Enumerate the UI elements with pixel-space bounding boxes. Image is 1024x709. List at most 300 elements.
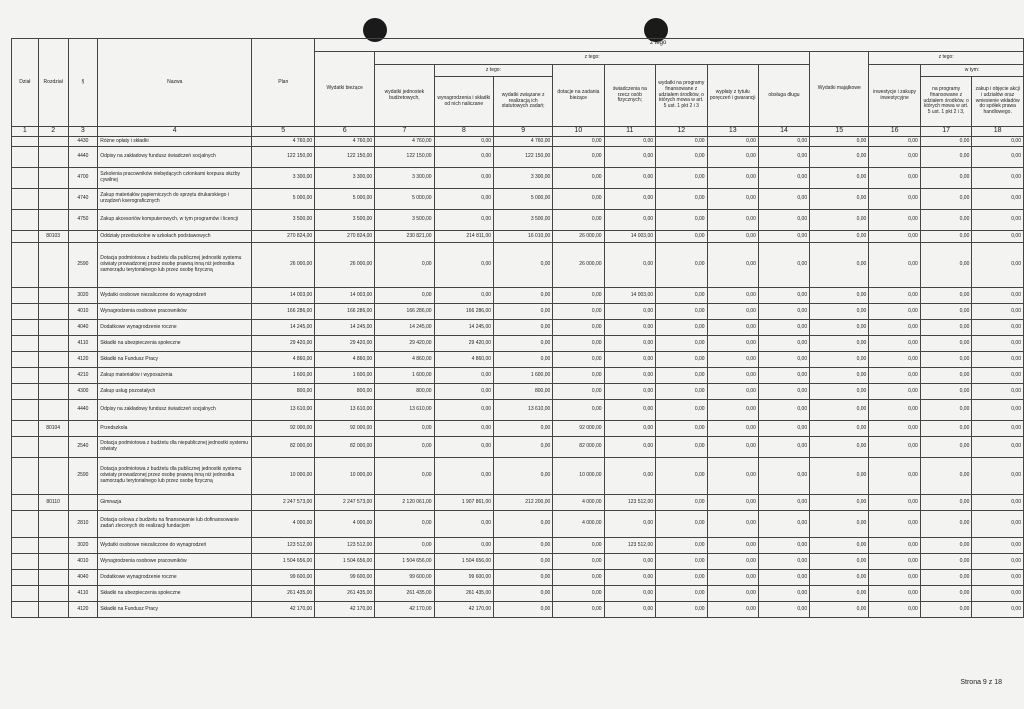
- row-name-cell: Dotacja podmiotowa z budżetu dla niepublicznej jednostki systemu oświaty: [98, 437, 252, 458]
- row-value-cell: 0,00: [810, 243, 869, 288]
- row-value-cell: 261 435,00: [315, 586, 375, 602]
- row-value-cell: 0,00: [656, 288, 708, 304]
- column-number: 1: [12, 127, 39, 137]
- row-value-cell: 0,00: [758, 168, 809, 189]
- row-value-cell: 0,00: [758, 147, 809, 168]
- row-value-cell: 0,00: [869, 586, 921, 602]
- row-value-cell: 5 000,00: [315, 189, 375, 210]
- row-value-cell: 0,00: [758, 538, 809, 554]
- row-value-cell: 0,00: [758, 437, 809, 458]
- row-value-cell: 0,00: [434, 168, 493, 189]
- row-value-cell: 0,00: [758, 458, 809, 495]
- row-value-cell: 0,00: [707, 437, 758, 458]
- row-value-cell: 0,00: [553, 400, 604, 421]
- row-value-cell: 0,00: [604, 210, 655, 231]
- row-value-cell: 0,00: [920, 304, 972, 320]
- row-value-cell: 261 435,00: [434, 586, 493, 602]
- row-value-cell: 0,00: [972, 511, 1024, 538]
- row-value-cell: 166 286,00: [375, 304, 434, 320]
- row-name-cell: Wydatki osobowe niezaliczone do wynagrodzeń: [98, 288, 252, 304]
- row-value-cell: 0,00: [810, 586, 869, 602]
- row-value-cell: 0,00: [920, 137, 972, 147]
- row-value-cell: 0,00: [656, 511, 708, 538]
- row-value-cell: 0,00: [494, 511, 553, 538]
- row-value-cell: 0,00: [758, 400, 809, 421]
- row-code-cell: 80103: [38, 231, 68, 243]
- row-value-cell: 800,00: [494, 384, 553, 400]
- row-name-cell: Różne opłaty i składki: [98, 137, 252, 147]
- row-value-cell: 0,00: [920, 495, 972, 511]
- row-value-cell: 261 435,00: [252, 586, 315, 602]
- row-value-cell: 4 760,00: [375, 137, 434, 147]
- row-value-cell: 0,00: [758, 288, 809, 304]
- row-code-cell: [38, 137, 68, 147]
- row-value-cell: 29 420,00: [375, 336, 434, 352]
- column-number: 16: [869, 127, 921, 137]
- row-code-cell: [12, 538, 39, 554]
- row-code-cell: 4110: [68, 336, 98, 352]
- expenditure-table: [11, 38, 1024, 618]
- row-value-cell: 0,00: [869, 210, 921, 231]
- row-value-cell: 0,00: [553, 210, 604, 231]
- row-value-cell: 0,00: [434, 511, 493, 538]
- row-value-cell: 0,00: [920, 352, 972, 368]
- header-z-tego-3: z tego:: [869, 52, 1024, 65]
- row-value-cell: 0,00: [656, 570, 708, 586]
- row-value-cell: 270 824,00: [252, 231, 315, 243]
- row-value-cell: 3 300,00: [494, 168, 553, 189]
- row-value-cell: 10 000,00: [252, 458, 315, 495]
- row-value-cell: 0,00: [494, 437, 553, 458]
- row-value-cell: 1 907 861,00: [434, 495, 493, 511]
- row-code-cell: 80104: [38, 421, 68, 437]
- column-number: 13: [707, 127, 758, 137]
- row-value-cell: 0,00: [869, 137, 921, 147]
- row-value-cell: 0,00: [707, 352, 758, 368]
- row-value-cell: 0,00: [604, 458, 655, 495]
- row-value-cell: 800,00: [375, 384, 434, 400]
- row-value-cell: 0,00: [494, 586, 553, 602]
- row-code-cell: 4440: [68, 147, 98, 168]
- row-value-cell: 0,00: [920, 538, 972, 554]
- row-value-cell: 0,00: [434, 147, 493, 168]
- row-value-cell: 0,00: [972, 243, 1024, 288]
- table-row: [12, 304, 1024, 320]
- row-name-cell: Składki na Fundusz Pracy: [98, 352, 252, 368]
- row-value-cell: 4 860,00: [375, 352, 434, 368]
- row-value-cell: 92 000,00: [315, 421, 375, 437]
- row-value-cell: 0,00: [656, 210, 708, 231]
- row-value-cell: 1 600,00: [252, 368, 315, 384]
- row-value-cell: 0,00: [972, 320, 1024, 336]
- row-code-cell: [38, 168, 68, 189]
- row-value-cell: 0,00: [707, 336, 758, 352]
- row-code-cell: 3020: [68, 538, 98, 554]
- row-code-cell: [12, 554, 39, 570]
- row-value-cell: 13 610,00: [375, 400, 434, 421]
- row-value-cell: 0,00: [434, 368, 493, 384]
- row-value-cell: 42 170,00: [252, 602, 315, 618]
- row-value-cell: 13 610,00: [315, 400, 375, 421]
- col-plan: Plan: [252, 39, 315, 127]
- row-value-cell: 0,00: [758, 231, 809, 243]
- col-dzial: Dział: [12, 39, 39, 127]
- row-value-cell: 0,00: [810, 147, 869, 168]
- row-value-cell: 0,00: [810, 384, 869, 400]
- row-value-cell: 0,00: [553, 147, 604, 168]
- col-wydatki-programy: wydatki na programy finansowane z udziałem środków, o których mowa w art. 5 ust. 1 pkt 2 i 3: [656, 65, 708, 127]
- row-name-cell: Szkolenia pracowników niebędących członkami korpusu służby cywilnej: [98, 168, 252, 189]
- table-row: [12, 368, 1024, 384]
- row-value-cell: 0,00: [920, 231, 972, 243]
- row-value-cell: 0,00: [656, 384, 708, 400]
- row-value-cell: 3 500,00: [252, 210, 315, 231]
- table-row: [12, 189, 1024, 210]
- row-value-cell: 0,00: [758, 570, 809, 586]
- row-value-cell: 0,00: [707, 210, 758, 231]
- row-value-cell: 0,00: [869, 495, 921, 511]
- table-row: [12, 231, 1024, 243]
- row-value-cell: 0,00: [972, 336, 1024, 352]
- row-value-cell: 5 000,00: [252, 189, 315, 210]
- row-value-cell: 0,00: [972, 210, 1024, 231]
- row-value-cell: 0,00: [972, 304, 1024, 320]
- column-number: 9: [494, 127, 553, 137]
- row-value-cell: 0,00: [434, 538, 493, 554]
- row-value-cell: 0,00: [972, 586, 1024, 602]
- row-value-cell: 0,00: [494, 602, 553, 618]
- row-value-cell: 0,00: [869, 421, 921, 437]
- row-value-cell: 0,00: [553, 554, 604, 570]
- row-code-cell: 2540: [68, 437, 98, 458]
- row-value-cell: 0,00: [604, 336, 655, 352]
- row-value-cell: 122 150,00: [315, 147, 375, 168]
- row-value-cell: 166 286,00: [434, 304, 493, 320]
- table-row: [12, 384, 1024, 400]
- row-value-cell: 0,00: [758, 495, 809, 511]
- row-value-cell: 0,00: [375, 538, 434, 554]
- column-number: 3: [68, 127, 98, 137]
- row-value-cell: 10 000,00: [315, 458, 375, 495]
- table-row: [12, 288, 1024, 304]
- row-value-cell: 0,00: [869, 437, 921, 458]
- row-value-cell: 0,00: [920, 288, 972, 304]
- row-value-cell: 29 420,00: [252, 336, 315, 352]
- row-value-cell: 0,00: [869, 189, 921, 210]
- row-value-cell: 0,00: [869, 243, 921, 288]
- row-value-cell: 26 000,00: [315, 243, 375, 288]
- row-value-cell: 4 760,00: [494, 137, 553, 147]
- row-value-cell: 0,00: [920, 168, 972, 189]
- row-value-cell: 0,00: [920, 336, 972, 352]
- row-value-cell: 0,00: [707, 147, 758, 168]
- row-value-cell: 82 000,00: [252, 437, 315, 458]
- row-value-cell: 14 245,00: [315, 320, 375, 336]
- row-name-cell: Gimnazja: [98, 495, 252, 511]
- row-value-cell: 0,00: [604, 320, 655, 336]
- row-value-cell: 0,00: [494, 288, 553, 304]
- row-value-cell: 166 286,00: [252, 304, 315, 320]
- row-value-cell: 270 824,00: [315, 231, 375, 243]
- row-code-cell: [38, 288, 68, 304]
- row-code-cell: [12, 384, 39, 400]
- row-code-cell: [12, 352, 39, 368]
- row-value-cell: 99 600,00: [434, 570, 493, 586]
- column-number: 4: [98, 127, 252, 137]
- row-name-cell: Oddziały przedszkolne w szkołach podstawowych: [98, 231, 252, 243]
- row-value-cell: 0,00: [375, 243, 434, 288]
- row-value-cell: 0,00: [972, 368, 1024, 384]
- row-code-cell: [38, 554, 68, 570]
- row-value-cell: 0,00: [604, 511, 655, 538]
- row-value-cell: 14 245,00: [252, 320, 315, 336]
- row-value-cell: 0,00: [707, 231, 758, 243]
- row-value-cell: 14 245,00: [375, 320, 434, 336]
- row-code-cell: [38, 437, 68, 458]
- row-value-cell: 0,00: [656, 602, 708, 618]
- row-value-cell: 800,00: [315, 384, 375, 400]
- row-value-cell: 0,00: [434, 400, 493, 421]
- row-value-cell: 5 000,00: [494, 189, 553, 210]
- row-value-cell: 0,00: [972, 570, 1024, 586]
- row-code-cell: [38, 400, 68, 421]
- row-value-cell: 0,00: [604, 437, 655, 458]
- row-value-cell: 0,00: [810, 288, 869, 304]
- row-name-cell: Dodatkowe wynagrodzenie roczne: [98, 320, 252, 336]
- row-value-cell: 0,00: [920, 189, 972, 210]
- row-value-cell: 82 000,00: [553, 437, 604, 458]
- row-value-cell: 16 010,00: [494, 231, 553, 243]
- row-value-cell: 0,00: [707, 511, 758, 538]
- row-value-cell: 0,00: [810, 602, 869, 618]
- row-value-cell: 29 420,00: [315, 336, 375, 352]
- table-row: [12, 168, 1024, 189]
- row-code-cell: 4300: [68, 384, 98, 400]
- row-value-cell: 0,00: [553, 602, 604, 618]
- row-value-cell: 0,00: [758, 602, 809, 618]
- column-number: 17: [920, 127, 972, 137]
- row-code-cell: [12, 147, 39, 168]
- row-value-cell: 0,00: [656, 495, 708, 511]
- row-value-cell: 42 170,00: [375, 602, 434, 618]
- row-value-cell: 3 300,00: [315, 168, 375, 189]
- row-value-cell: 0,00: [810, 554, 869, 570]
- table-row: [12, 421, 1024, 437]
- row-value-cell: 0,00: [869, 352, 921, 368]
- row-value-cell: 0,00: [553, 189, 604, 210]
- row-value-cell: 0,00: [553, 336, 604, 352]
- row-value-cell: 0,00: [434, 421, 493, 437]
- row-name-cell: Zakup materiałów i wyposażenia: [98, 368, 252, 384]
- row-value-cell: 230 821,00: [375, 231, 434, 243]
- row-code-cell: [12, 437, 39, 458]
- row-name-cell: Zakup usług pozostałych: [98, 384, 252, 400]
- row-value-cell: 0,00: [758, 189, 809, 210]
- row-code-cell: 4040: [68, 320, 98, 336]
- header-w-tym: w tym:: [920, 65, 1023, 77]
- row-value-cell: 0,00: [810, 511, 869, 538]
- table-row: [12, 458, 1024, 495]
- row-value-cell: 99 600,00: [252, 570, 315, 586]
- row-value-cell: 0,00: [810, 320, 869, 336]
- row-value-cell: 0,00: [553, 320, 604, 336]
- row-code-cell: [12, 570, 39, 586]
- col-wydatki-majatkowe: Wydatki majątkowe: [810, 52, 869, 127]
- row-code-cell: [12, 458, 39, 495]
- table-row: [12, 147, 1024, 168]
- row-value-cell: 0,00: [920, 320, 972, 336]
- row-code-cell: 4430: [68, 137, 98, 147]
- row-code-cell: 4040: [68, 570, 98, 586]
- row-value-cell: 0,00: [656, 168, 708, 189]
- column-number: 8: [434, 127, 493, 137]
- row-code-cell: [12, 586, 39, 602]
- row-value-cell: 1 600,00: [375, 368, 434, 384]
- row-value-cell: 0,00: [810, 421, 869, 437]
- row-value-cell: 0,00: [553, 368, 604, 384]
- row-value-cell: 3 500,00: [315, 210, 375, 231]
- row-value-cell: 0,00: [604, 147, 655, 168]
- row-code-cell: [12, 368, 39, 384]
- row-name-cell: Dodatkowe wynagrodzenie roczne: [98, 570, 252, 586]
- row-value-cell: 0,00: [604, 368, 655, 384]
- row-value-cell: 0,00: [869, 168, 921, 189]
- row-value-cell: 0,00: [494, 352, 553, 368]
- row-name-cell: Wynagrodzenia osobowe pracowników: [98, 304, 252, 320]
- row-value-cell: 0,00: [758, 210, 809, 231]
- row-value-cell: 0,00: [494, 336, 553, 352]
- row-value-cell: 0,00: [604, 304, 655, 320]
- row-value-cell: 122 150,00: [252, 147, 315, 168]
- row-value-cell: 0,00: [920, 147, 972, 168]
- row-value-cell: 0,00: [920, 210, 972, 231]
- row-value-cell: 0,00: [869, 336, 921, 352]
- row-value-cell: 0,00: [810, 368, 869, 384]
- column-number: 2: [38, 127, 68, 137]
- row-value-cell: 0,00: [972, 168, 1024, 189]
- row-value-cell: 0,00: [434, 210, 493, 231]
- row-value-cell: 0,00: [810, 231, 869, 243]
- table-row: [12, 437, 1024, 458]
- row-value-cell: 0,00: [707, 288, 758, 304]
- row-value-cell: 14 003,00: [604, 288, 655, 304]
- row-value-cell: 4 000,00: [553, 511, 604, 538]
- row-name-cell: Wydatki osobowe niezaliczone do wynagrodzeń: [98, 538, 252, 554]
- row-value-cell: 0,00: [972, 437, 1024, 458]
- row-code-cell: [38, 210, 68, 231]
- row-code-cell: [12, 288, 39, 304]
- row-value-cell: 0,00: [434, 458, 493, 495]
- row-value-cell: 0,00: [656, 458, 708, 495]
- table-row: [12, 210, 1024, 231]
- row-value-cell: 0,00: [810, 189, 869, 210]
- col-na-programy: na programy finansowane z udziałem środków, o których mowa w art. 5 ust. 1 pkt 2 i 3,: [920, 77, 972, 127]
- row-value-cell: 0,00: [656, 400, 708, 421]
- row-value-cell: 0,00: [920, 421, 972, 437]
- row-value-cell: 10 000,00: [553, 458, 604, 495]
- row-value-cell: 0,00: [810, 495, 869, 511]
- row-value-cell: 13 610,00: [494, 400, 553, 421]
- row-name-cell: Zakup akcesoriów komputerowych, w tym programów i licencji: [98, 210, 252, 231]
- row-code-cell: 4110: [68, 586, 98, 602]
- row-value-cell: 0,00: [656, 368, 708, 384]
- row-code-cell: [38, 304, 68, 320]
- row-value-cell: 0,00: [810, 400, 869, 421]
- row-code-cell: [38, 511, 68, 538]
- row-value-cell: 0,00: [810, 352, 869, 368]
- row-value-cell: 0,00: [810, 570, 869, 586]
- row-value-cell: 4 000,00: [553, 495, 604, 511]
- row-value-cell: 1 504 656,00: [375, 554, 434, 570]
- row-value-cell: 122 150,00: [494, 147, 553, 168]
- row-value-cell: 42 170,00: [315, 602, 375, 618]
- row-value-cell: 4 000,00: [315, 511, 375, 538]
- row-code-cell: [12, 243, 39, 288]
- row-value-cell: 82 000,00: [315, 437, 375, 458]
- row-value-cell: 0,00: [553, 137, 604, 147]
- row-value-cell: 0,00: [920, 586, 972, 602]
- row-code-cell: [12, 336, 39, 352]
- row-value-cell: 14 003,00: [252, 288, 315, 304]
- row-code-cell: [12, 320, 39, 336]
- row-name-cell: Zakup materiałów papierniczych do sprzętu drukarskiego i urządzeń kserograficznych: [98, 189, 252, 210]
- row-value-cell: 0,00: [869, 602, 921, 618]
- row-value-cell: 0,00: [810, 458, 869, 495]
- row-code-cell: [12, 400, 39, 421]
- row-name-cell: Składki na ubezpieczenia społeczne: [98, 336, 252, 352]
- row-value-cell: 0,00: [758, 511, 809, 538]
- row-value-cell: 1 504 656,00: [315, 554, 375, 570]
- row-name-cell: Dotacja podmiotowa z budżetu dla publicznej jednostki systemu oświaty prowadzonej przez osobę prawną inną niż jednostka samorządu terytorialnego lub przez osobę fizyczną: [98, 458, 252, 495]
- row-code-cell: 4440: [68, 400, 98, 421]
- row-value-cell: 0,00: [375, 458, 434, 495]
- row-value-cell: 0,00: [810, 304, 869, 320]
- row-value-cell: 0,00: [604, 570, 655, 586]
- row-value-cell: 0,00: [920, 384, 972, 400]
- row-value-cell: 0,00: [707, 554, 758, 570]
- row-value-cell: 1 504 656,00: [252, 554, 315, 570]
- col-wyplaty: wypłaty z tytułu poręczeń i gwarancji: [707, 65, 758, 127]
- row-value-cell: 0,00: [656, 243, 708, 288]
- row-value-cell: 0,00: [707, 586, 758, 602]
- row-value-cell: 0,00: [707, 421, 758, 437]
- row-name-cell: Wynagrodzenia osobowe pracowników: [98, 554, 252, 570]
- row-value-cell: 0,00: [972, 288, 1024, 304]
- row-value-cell: 0,00: [434, 243, 493, 288]
- row-value-cell: 0,00: [972, 495, 1024, 511]
- row-value-cell: 0,00: [707, 320, 758, 336]
- row-value-cell: 0,00: [707, 137, 758, 147]
- row-value-cell: 0,00: [434, 189, 493, 210]
- row-name-cell: Dotacja celowa z budżetu na finansowanie lub dofinansowanie zadań zleconych do realizacji fundacjom: [98, 511, 252, 538]
- row-code-cell: [68, 495, 98, 511]
- row-value-cell: 0,00: [494, 570, 553, 586]
- row-code-cell: [12, 231, 39, 243]
- row-value-cell: 0,00: [375, 288, 434, 304]
- row-name-cell: Składki na Fundusz Pracy: [98, 602, 252, 618]
- row-value-cell: 122 150,00: [375, 147, 434, 168]
- row-value-cell: 0,00: [869, 570, 921, 586]
- row-code-cell: 4010: [68, 304, 98, 320]
- row-value-cell: 0,00: [656, 421, 708, 437]
- row-value-cell: 0,00: [869, 304, 921, 320]
- row-value-cell: 0,00: [869, 511, 921, 538]
- row-value-cell: 0,00: [810, 137, 869, 147]
- row-value-cell: 0,00: [604, 400, 655, 421]
- row-value-cell: 0,00: [553, 538, 604, 554]
- table-row: [12, 320, 1024, 336]
- column-number: 15: [810, 127, 869, 137]
